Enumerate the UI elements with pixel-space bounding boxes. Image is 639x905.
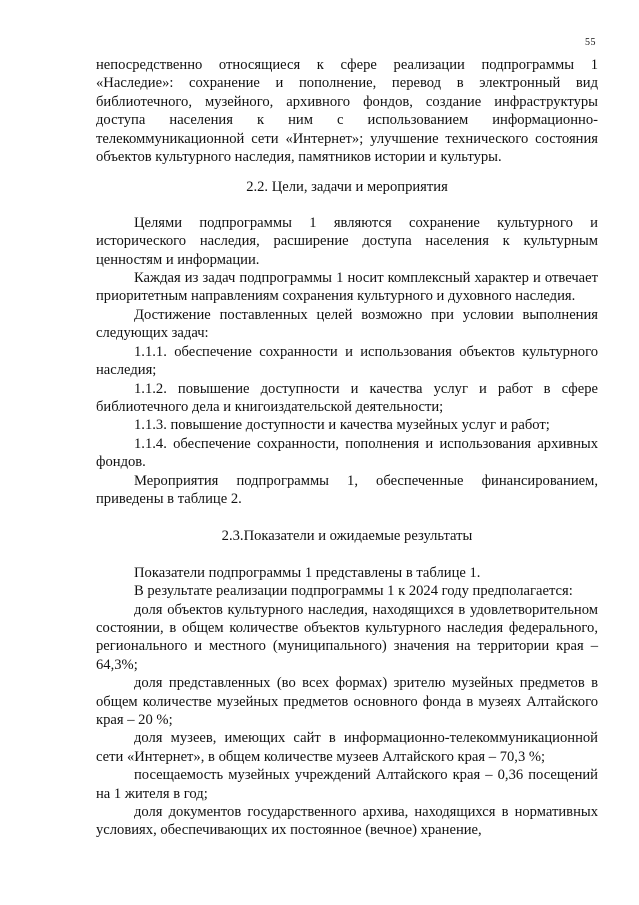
section-heading: 2.2. Цели, задачи и мероприятия xyxy=(246,179,448,196)
paragraph: Мероприятия подпрограммы 1, обеспеченные финансированием, приведены в таблице 2. xyxy=(96,472,598,507)
document-body xyxy=(96,56,598,840)
paragraph: доля музеев, имеющих сайт в информационно-телекоммуникационной сети «Интернет», в общем количестве музеев Алтайского края – 70,3 %; xyxy=(96,730,598,765)
paragraph: Каждая из задач подпрограммы 1 носит комплексный характер и отвечает приоритетным направлениям сохранения культурного и духовного наследия. xyxy=(96,270,598,305)
paragraph: 1.1.2. повышение доступности и качества услуг и работ в сфере библиотечного дела и книгоиздательской деятельности; xyxy=(96,380,598,415)
paragraph: доля документов государственного архива, находящихся в нормативных условиях, обеспечивающих их постоянное (вечное) хранение, xyxy=(96,804,598,839)
paragraph: посещаемость музейных учреждений Алтайского края – 0,36 посещений на 1 жителя в год; xyxy=(96,767,598,802)
section-heading: 2.3.Показатели и ожидаемые результаты xyxy=(221,528,473,545)
paragraph: 1.1.1. обеспечение сохранности и использования объектов культурного наследия; xyxy=(96,343,598,379)
paragraph: доля объектов культурного наследия, находящихся в удовлетворительном состоянии, в общем количестве объектов культурного наследия федерального, регионального и местного (муниципального) значения на территории края – 64,3%; xyxy=(96,601,598,673)
page-number: 55 xyxy=(585,37,596,48)
paragraph: 1.1.4. обеспечение сохранности, пополнения и использования архивных фондов. xyxy=(96,435,598,471)
paragraph: доля представленных (во всех формах) зрителю музейных предметов в общем количестве музейных предметов основного фонда в музеях Алтайского края – 20 %; xyxy=(96,675,598,728)
paragraph: непосредственно относящиеся к сфере реализации подпрограммы 1 «Наследие»: сохранение и пополнение, перевод в электронный вид библиотечного, музейного, архивного фондов, создание инфраструктуры доступа населения к ним с использованием информационно-телекоммуникационной сети «Интернет»; улучшение технического состояния объектов культурного наследия, памятников истории и культуры. xyxy=(96,57,598,166)
paragraph: Целями подпрограммы 1 являются сохранение культурного и исторического наследия, расширение доступа населения к культурным ценностям и информации. xyxy=(96,214,598,268)
paragraph: 1.1.3. повышение доступности и качества музейных услуг и работ; xyxy=(134,417,550,434)
paragraph: Показатели подпрограммы 1 представлены в таблице 1. xyxy=(134,564,481,581)
paragraph: Достижение поставленных целей возможно при условии выполнения следующих задач: xyxy=(96,306,598,342)
paragraph: В результате реализации подпрограммы 1 к 2024 году предполагается: xyxy=(134,583,573,600)
